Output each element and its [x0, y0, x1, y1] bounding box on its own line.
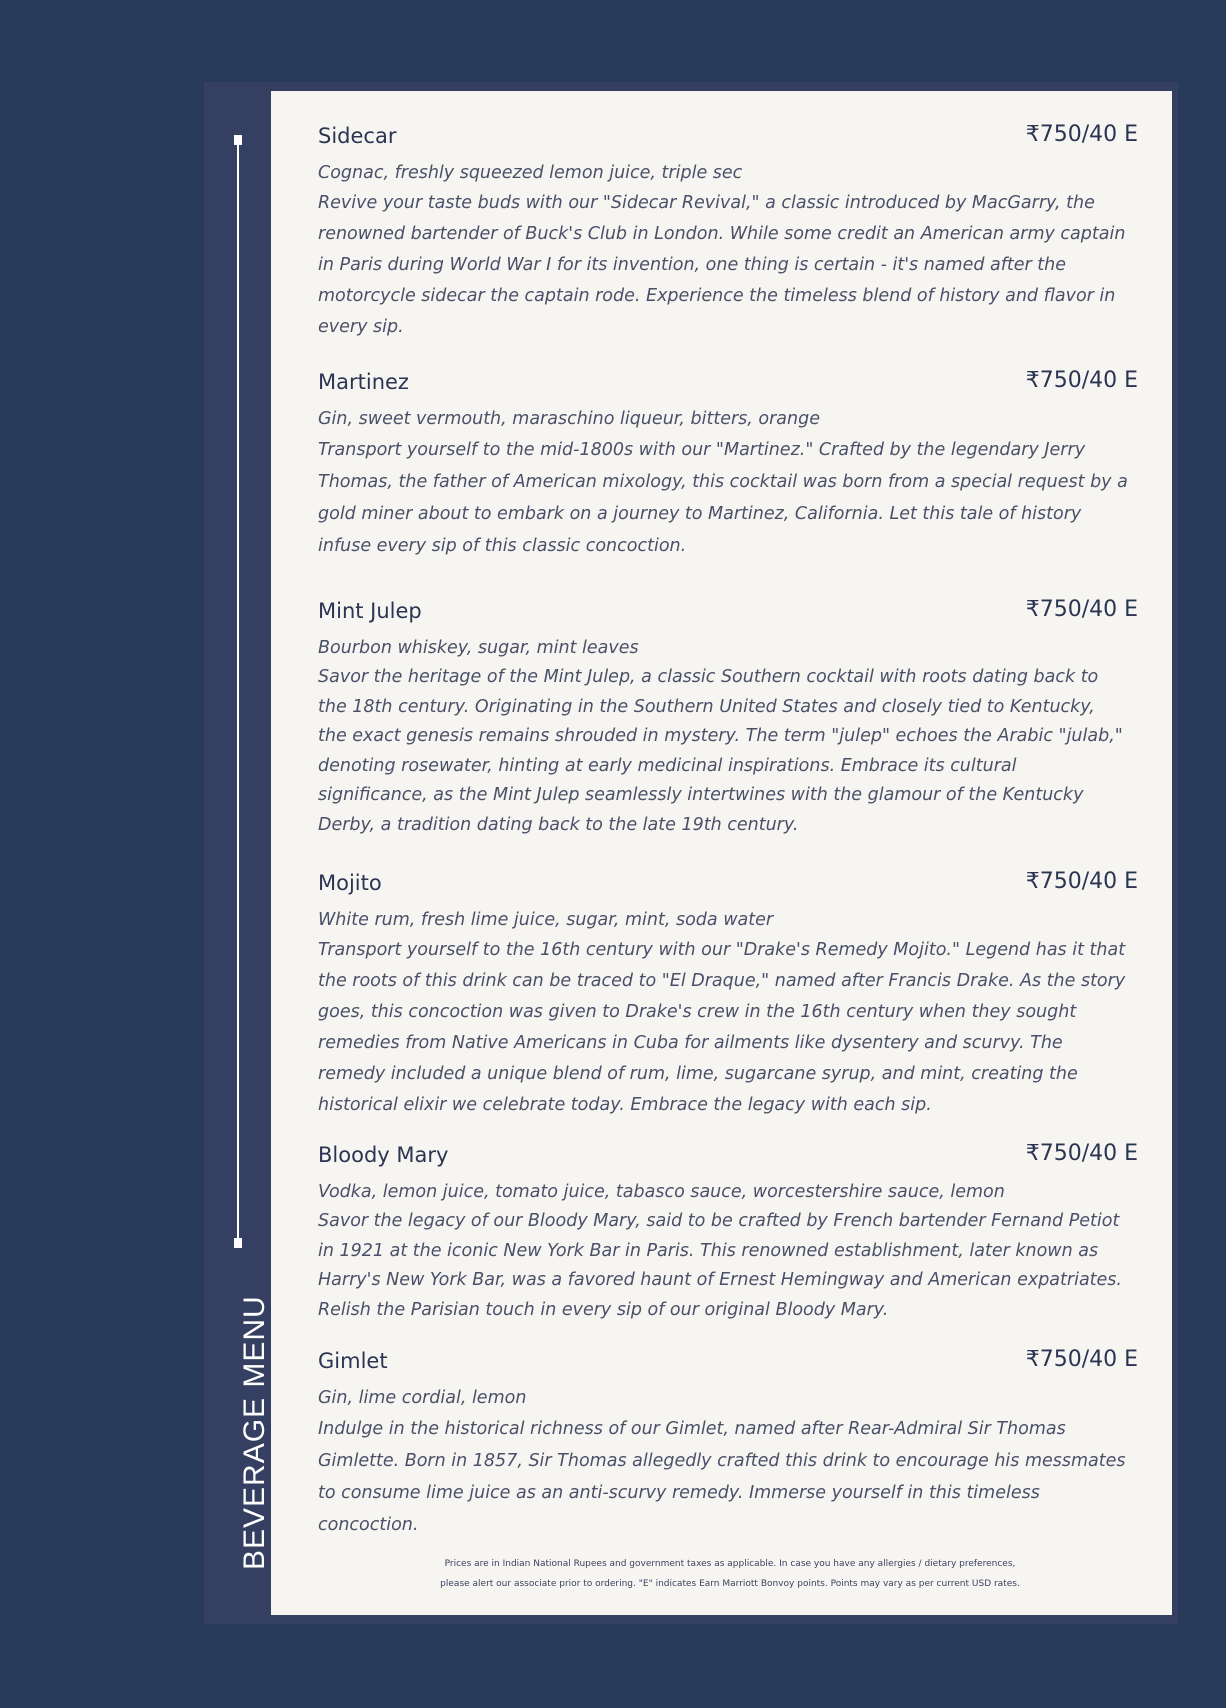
item-description: Transport yourself to the 16th century with our "Drake's Remedy Mojito." Legend has it that the roots of this drink can be traced to "El Draque," named after Francis Drake. As the story goes, this concoction was given to Drake's crew in the 16th century when they sought remedies from Native Americans in Cuba for ailments like dysentery and scurvy. The remedy included a unique blend of rum, lime, sugarcane syrup, and mint, creating the historical elixir we celebrate today. Embrace the legacy with each sip. [318, 940, 1126, 1115]
sidebar-divider-line [237, 138, 239, 1246]
menu-item-mojito [318, 871, 1138, 1121]
item-name: Sidecar [318, 124, 397, 148]
item-price: ₹750/40 E [1025, 368, 1138, 393]
item-price: ₹750/40 E [1025, 869, 1138, 894]
item-ingredients: Cognac, freshly squeezed lemon juice, triple sec [318, 163, 743, 183]
menu-item-mint-julep [318, 599, 1138, 840]
item-price: ₹750/40 E [1025, 1347, 1138, 1372]
item-description: Savor the heritage of the Mint Julep, a classic Southern cocktail with roots dating back to the 18th century. Originating in the Southern United States and closely tied to Kentucky, the exact genesis remains shrouded in mystery. The term "julep" echoes the Arabic "julab," denoting rosewater, hinting at early medicinal inspirations. Embrace its cultural significance, as the Mint Julep seamlessly intertwines with the glamour of the Kentucky Derby, a tradition dating back to the late 19th century. [318, 667, 1123, 835]
item-name: Mint Julep [318, 599, 422, 623]
item-ingredients: Gin, sweet vermouth, maraschino liqueur, bitters, orange [318, 409, 820, 429]
item-price: ₹750/40 E [1025, 122, 1138, 147]
item-description: Savor the legacy of our Bloody Mary, said to be crafted by French bartender Fernand Petiot in 1921 at the iconic New York Bar in Paris. This renowned establishment, later known as Harry's New York Bar, was a favored haunt of Ernest Hemingway and American expatriates. Relish the Parisian touch in every sip of our original Bloody Mary. [318, 1211, 1122, 1320]
item-name: Mojito [318, 871, 382, 895]
sidebar-line-cap-bottom [234, 1238, 242, 1248]
price-disclaimer [300, 1554, 1160, 1594]
menu-item-sidecar [318, 124, 1138, 343]
item-description: Transport yourself to the mid-1800s with our "Martinez." Crafted by the legendary Jerry Thomas, the father of American mixology, this cocktail was born from a special request by a gold miner about to embark on a journey to Martinez, California. Let this tale of history infuse every sip of this classic concoction. [318, 440, 1128, 556]
item-ingredients: White rum, fresh lime juice, sugar, mint, soda water [318, 910, 774, 930]
item-price: ₹750/40 E [1025, 597, 1138, 622]
sidebar-line-cap-top [234, 135, 242, 145]
item-name: Gimlet [318, 1349, 388, 1373]
menu-item-bloody-mary [318, 1143, 1138, 1325]
item-description: Revive your taste buds with our "Sidecar Revival," a classic introduced by MacGarry, the renowned bartender of Buck's Club in London. While some credit an American army captain in Paris during World War I for its invention, one thing is certain - it's named after the motorcycle sidecar the captain rode. Experience the timeless blend of history and flavor in every sip. [318, 193, 1126, 337]
item-name: Bloody Mary [318, 1143, 449, 1167]
disclaimer-line-1: Prices are in Indian National Rupees and government taxes as applicable. In case you have any allergies / dietary preferences, [444, 1559, 1016, 1569]
item-price: ₹750/40 E [1025, 1141, 1138, 1166]
item-ingredients: Bourbon whiskey, sugar, mint leaves [318, 638, 639, 658]
sidebar-title: BEVERAGE MENU [238, 1295, 271, 1570]
item-ingredients: Vodka, lemon juice, tomato juice, tabasco sauce, worcestershire sauce, lemon [318, 1182, 1005, 1202]
item-ingredients: Gin, lime cordial, lemon [318, 1388, 527, 1408]
item-name: Martinez [318, 370, 409, 394]
menu-item-martinez [318, 370, 1138, 562]
item-description: Indulge in the historical richness of our Gimlet, named after Rear-Admiral Sir Thomas Gimlette. Born in 1857, Sir Thomas allegedly crafted this drink to encourage his messmates to consume lime juice as an anti-scurvy remedy. Immerse yourself in this timeless concoction. [318, 1419, 1126, 1535]
disclaimer-line-2: please alert our associate prior to ordering. "E" indicates Earn Marriott Bonvoy points. Points may vary as per current USD rates. [440, 1579, 1020, 1589]
menu-item-gimlet [318, 1349, 1138, 1541]
